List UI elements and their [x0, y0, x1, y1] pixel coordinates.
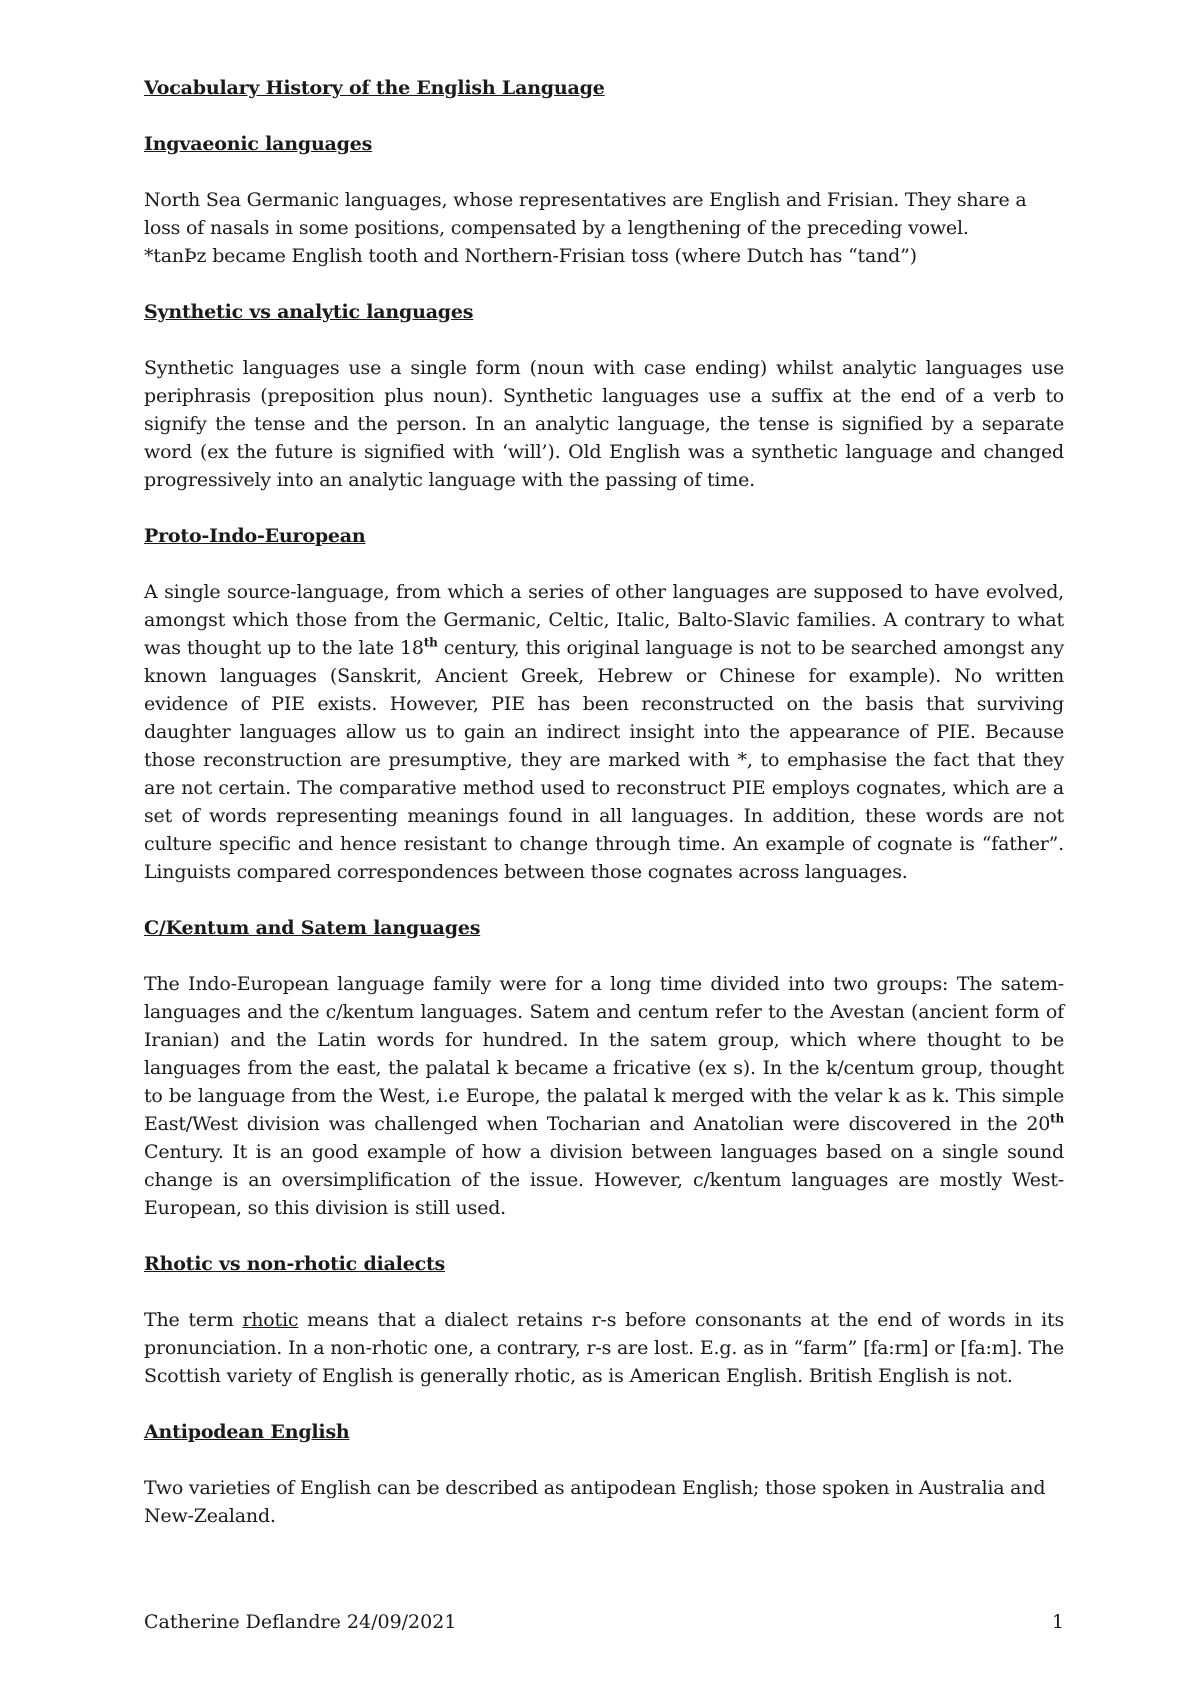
- paragraph-synthetic-analytic: Synthetic languages use a single form (noun with case ending) whilst analytic languages use periphrasis (preposition plus noun). Synthetic languages use a suffix at the end of a verb to signify the tense and the person. In an analytic language, the tense is signified by a separate word (ex the future is signified with ‘will’). Old English was a synthetic language and changed progressively into an analytic language with the passing of time.: [144, 357, 1064, 491]
- paragraph-line: *tanÞz became English tooth and Northern-Frisian toss (where Dutch has “tand”): [144, 245, 917, 267]
- paragraph-text: Century. It is an good example of how a division between languages based on a single sound change is an oversimplification of the issue. However, c/kentum languages are mostly West-European, so this division is still used.: [144, 1141, 1064, 1219]
- heading-antipodean: Antipodean English: [144, 1421, 350, 1443]
- paragraph-line: loss of nasals in some positions, compensated by a lengthening of the preceding vowel.: [144, 217, 969, 239]
- paragraph-rhotic: [144, 1306, 1064, 1390]
- paragraph-text: A single source-language, from which a series of other languages are supposed to have evolved, amongst which those from the Germanic, Celtic, Italic, Balto-Slavic families. A contrary to what was thought up to the late 18: [144, 581, 1064, 659]
- ordinal-superscript: th: [423, 635, 438, 650]
- paragraph-kentum-satem: [144, 970, 1064, 1222]
- paragraph-text: The term: [144, 1309, 243, 1331]
- document-body: [144, 74, 1064, 1558]
- page-footer: [144, 1608, 1064, 1636]
- document-title: Vocabulary History of the English Language: [144, 77, 605, 99]
- heading-pie: Proto-Indo-European: [144, 525, 366, 547]
- heading-synthetic-analytic: Synthetic vs analytic languages: [144, 301, 474, 323]
- underlined-term: rhotic: [242, 1309, 299, 1331]
- paragraph-text: century, this original language is not to be searched amongst any known languages (Sanskrit, Ancient Greek, Hebrew or Chinese for example). No written evidence of PIE exists. However, PIE has been reconstructed on the basis that surviving daughter languages allow us to gain an indirect insight into the appearance of PIE. Because those reconstruction are presumptive, they are marked with *, to emphasise the fact that they are not certain. The comparative method used to reconstruct PIE employs cognates, which are a set of words representing meanings found in all languages. In addition, these words are not culture specific and hence resistant to change through time. An example of cognate is “father”. Linguists compared correspondences between those cognates across languages.: [144, 637, 1064, 883]
- paragraph-antipodean: Two varieties of English can be described as antipodean English; those spoken in Australia and New-Zealand.: [144, 1477, 1046, 1527]
- paragraph-line: North Sea Germanic languages, whose representatives are English and Frisian. They share a: [144, 189, 1027, 211]
- paragraph-text: means that a dialect retains r-s before consonants at the end of words in its pronunciation. In a non-rhotic one, a contrary, r-s are lost. E.g. as in “farm” [fa:rm] or [fa:m]. The Scottish variety of English is generally rhotic, as is American English. British English is not.: [144, 1309, 1064, 1387]
- paragraph-pie: [144, 578, 1064, 886]
- heading-kentum-satem: C/Kentum and Satem languages: [144, 917, 481, 939]
- heading-ingvaeonic: Ingvaeonic languages: [144, 133, 373, 155]
- heading-rhotic: Rhotic vs non-rhotic dialects: [144, 1253, 446, 1275]
- paragraph-text: The Indo-European language family were for a long time divided into two groups: The satem-languages and the c/kentum languages. Satem and centum refer to the Avestan (ancient form of Iranian) and the Latin words for hundred. In the satem group, which where thought to be languages from the east, the palatal k became a fricative (ex s). In the k/centum group, thought to be language from the West, i.e Europe, the palatal k merged with the velar k as k. This simple East/West division was challenged when Tocharian and Anatolian were discovered in the 20: [144, 973, 1064, 1135]
- page-number: 1: [1051, 1611, 1064, 1633]
- footer-author-date: Catherine Deflandre 24/09/2021: [144, 1611, 457, 1633]
- paragraph-ingvaeonic: [144, 186, 1064, 270]
- ordinal-superscript: th: [1050, 1111, 1064, 1126]
